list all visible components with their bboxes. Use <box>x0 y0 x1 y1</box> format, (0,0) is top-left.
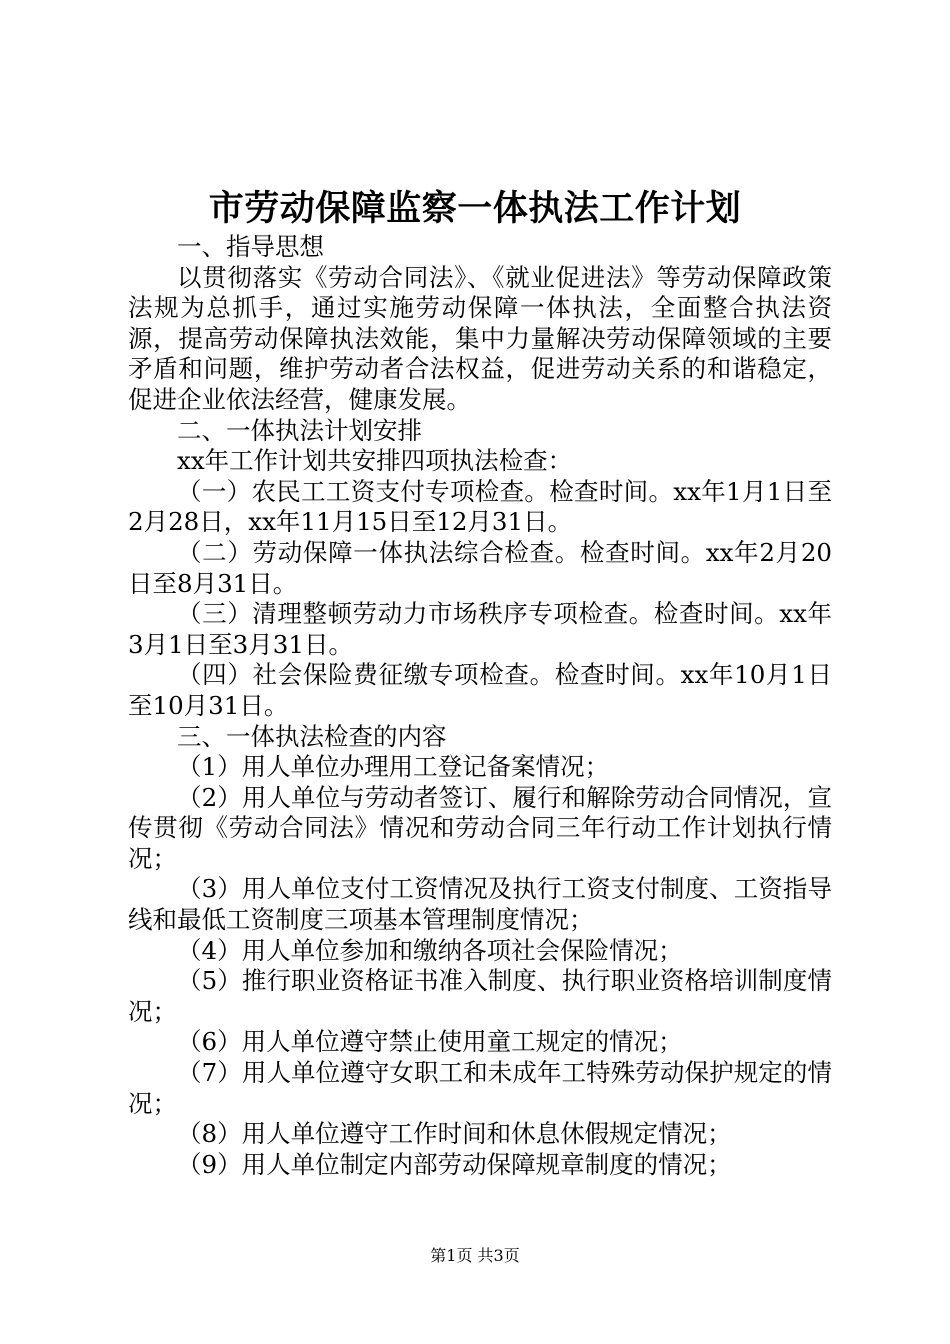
content-item: （5）推行职业资格证书准入制度、执行职业资格培训制度情况； <box>128 966 832 1026</box>
content-item: （9）用人单位制定内部劳动保障规章制度的情况； <box>177 1149 732 1179</box>
section-heading-3: 三、一体执法检查的内容 <box>177 721 447 751</box>
content-item: （6）用人单位遵守禁止使用童工规定的情况； <box>177 1027 683 1057</box>
content-item: （1）用人单位办理用工登记备案情况； <box>177 752 610 782</box>
content-item: （3）用人单位支付工资情况及执行工资支付制度、工资指导线和最低工资制度三项基本管理制度情况； <box>128 874 832 935</box>
content-item: （4）用人单位参加和缴纳各项社会保险情况； <box>177 935 683 965</box>
schedule-item: （三）清理整顿劳动力市场秩序专项检查。检查时间。xx年3月1日至3月31日。 <box>128 599 832 659</box>
section-paragraph-1: 以贯彻落实《劳动合同法》、《就业促进法》等劳动保障政策法规为总抓手，通过实施劳动保障一体执法，全面整合执法资源，提高劳动保障执法效能，集中力量解决劳动保障领域的主要矛盾和问题，维护劳动者合法权益，促进劳动关系的和谐稳定，促进企业依法经营，健康发展。 <box>128 262 832 414</box>
schedule-item: （一）农民工工资支付专项检查。检查时间。xx年1月1日至2月28日，xx年11月15日至12月31日。 <box>128 476 832 537</box>
section-heading-2: 二、一体执法计划安排 <box>177 415 422 445</box>
section-intro-2: xx年工作计划共安排四项执法检查： <box>177 446 573 476</box>
section-heading-1: 一、指导思想 <box>177 232 324 261</box>
schedule-item: （二）劳动保障一体执法综合检查。检查时间。xx年2月20日至8月31日。 <box>128 537 832 598</box>
content-item: （8）用人单位遵守工作时间和休息休假规定情况； <box>177 1119 732 1149</box>
content-item: （7）用人单位遵守女职工和未成年工特殊劳动保护规定的情况； <box>128 1058 832 1118</box>
document-body <box>128 232 832 1180</box>
content-item: （2）用人单位与劳动者签订、履行和解除劳动合同情况，宣传贯彻《劳动合同法》情况和劳动合同三年行动工作计划执行情况； <box>128 782 832 873</box>
schedule-item: （四）社会保险费征缴专项检查。检查时间。xx年10月1日至10月31日。 <box>128 660 832 720</box>
document-title: 市劳动保障监察一体执法工作计划 <box>208 188 742 229</box>
page-footer: 第1页 共3页 <box>430 1246 520 1265</box>
